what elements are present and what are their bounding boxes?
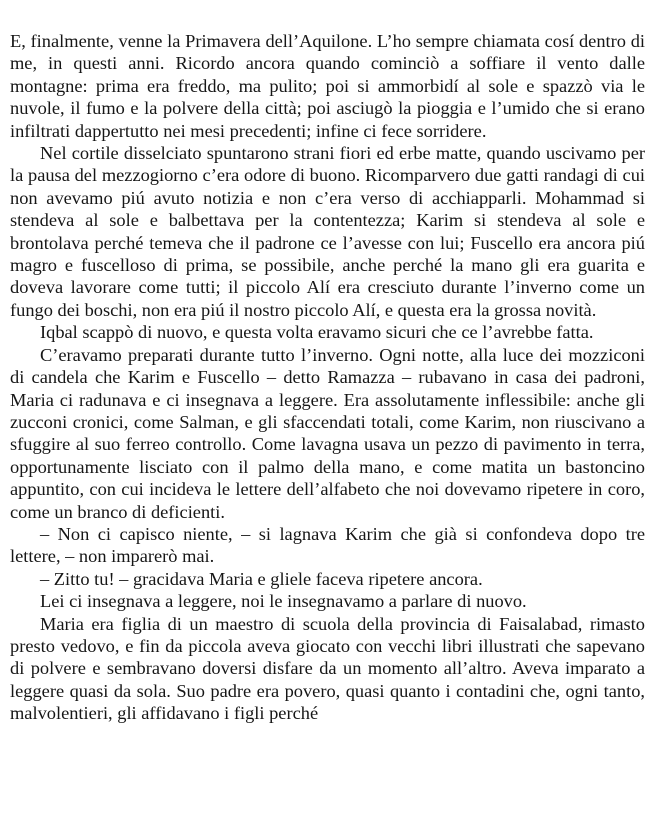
- paragraph-1: E, finalmente, venne la Primavera dell’Aquilone. L’ho sempre chiamata cosí dentro di me, in questi anni. Ricordo ancora quando cominciò a soffiare il vento dalle montagne: prima era freddo, ma pulito; poi si ammorbidí al sole e spazzò via le nuvole, il fumo e la polvere della città; poi asciugò la pioggia e l’umido che si erano infiltrati dappertutto nei mesi precedenti; infine ci fece sorridere.: [10, 31, 645, 141]
- paragraph-4: C’eravamo preparati durante tutto l’inverno. Ogni notte, alla luce dei mozziconi di candela che Karim e Fuscello – detto Ramazza – rubavano in casa dei padroni, Maria ci radunava e ci insegnava a leggere. Era assolutamente inflessibile: anche gli zucconi cronici, come Salman, e gli sfaccendati totali, come Karim, non riuscivano a sfuggire al suo ferreo controllo. Come lavagna usava un pezzo di pavimento in terra, opportunamente lisciato con il palmo della mano, e come matita un bastoncino appuntito, con cui incideva le lettere dell’alfabeto che noi dovevamo ripetere in coro, come un branco di deficienti.: [10, 344, 645, 522]
- paragraph-8: Maria era figlia di un maestro di scuola della provincia di Faisalabad, rimasto presto vedovo, e fin da piccola aveva giocato con vecchi libri illustrati che sapevano di polvere e sembravano doversi disfare da un momento all’altro. Aveva imparato a leggere quasi da sola. Suo padre era povero, quasi quanto i contadini che, ogni tanto, malvolentieri, gli affidavano i figli perché: [10, 613, 645, 724]
- paragraph-5: – Non ci capisco niente, – si lagnava Karim che già si confondeva dopo tre lettere, – non imparerò mai.: [10, 523, 645, 567]
- paragraph-3: Iqbal scappò di nuovo, e questa volta eravamo sicuri che ce l’avrebbe fatta.: [40, 322, 594, 343]
- paragraph-7: Lei ci insegnava a leggere, noi le insegnavamo a parlare di nuovo.: [40, 591, 527, 612]
- paragraph-6: – Zitto tu! – gracidava Maria e gliele faceva ripetere ancora.: [40, 568, 483, 589]
- paragraph-2: Nel cortile disselciato spuntarono strani fiori ed erbe matte, quando uscivamo per la pausa del mezzogiorno c’era odore di buono. Ricomparvero due gatti randagi di cui non avevamo piú avuto notizia e non c’era verso di acchiapparli. Mohammad si stendeva al sole e balbettava per la contentezza; Karim si stendeva al sole e brontolava perché temeva che il padrone ce l’avesse con lui; Fuscello era ancora piú magro e fuscelloso di prima, se possibile, anche perché la mano gli era guarita e doveva lavorare come tutti; il piccolo Alí era cresciuto durante l’inverno come un fungo dei boschi, non era piú il nostro piccolo Alí, e questa era la grossa novità.: [10, 143, 645, 320]
